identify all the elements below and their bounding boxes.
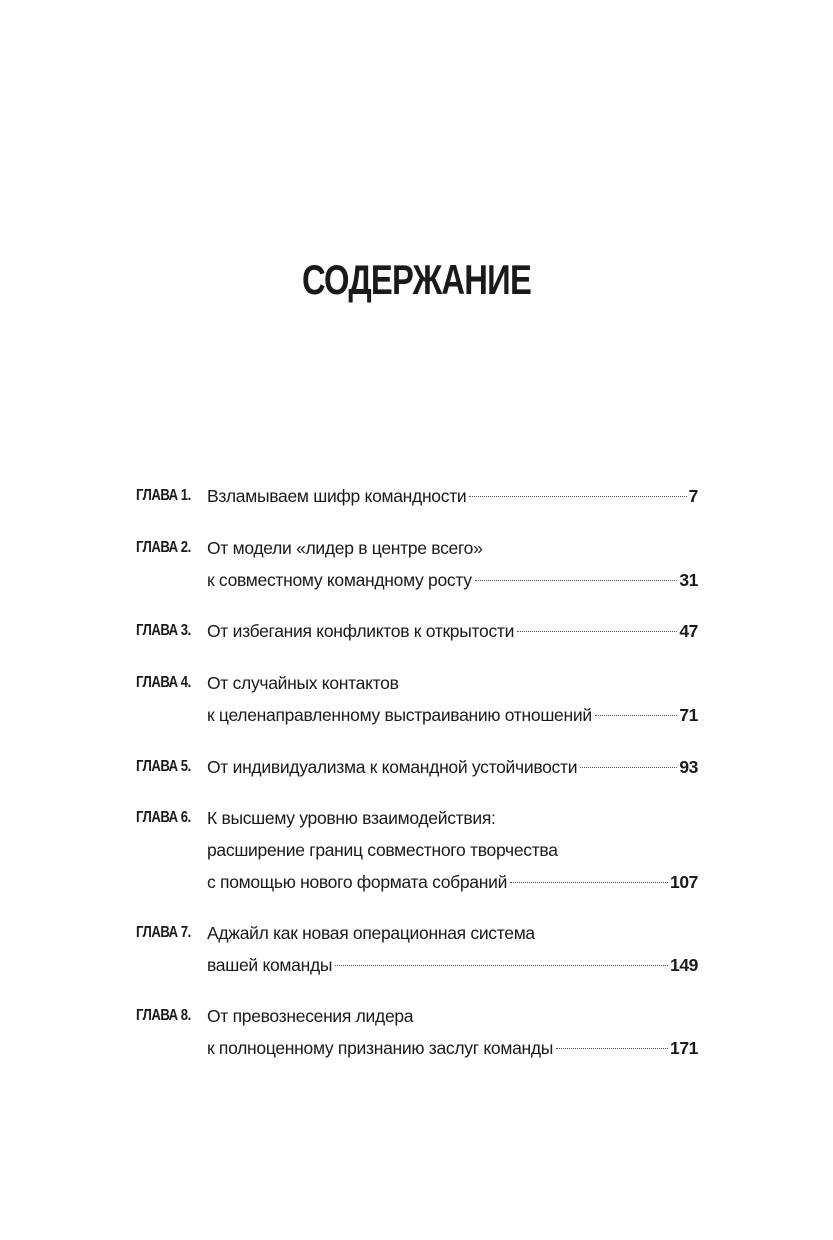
chapter-title-line: к целенаправленному выстраиванию отношений [207, 705, 592, 725]
toc-entry-chapter-1[interactable] [136, 480, 698, 512]
page-title: СОДЕРЖАНИЕ [301, 256, 532, 303]
dot-leader [335, 965, 668, 966]
toc-entry-chapter-5[interactable] [136, 751, 698, 783]
chapter-label: ГЛАВА 1. [136, 487, 191, 504]
chapter-label: ГЛАВА 5. [136, 758, 191, 775]
dot-leader [469, 496, 686, 497]
chapter-title-line: От случайных контактов [207, 673, 399, 693]
chapter-title-line: От индивидуализма к командной устойчивости [207, 757, 578, 777]
toc-entry-chapter-8[interactable] [136, 1000, 698, 1064]
chapter-title-line: расширение границ совместного творчества [207, 840, 558, 860]
dot-leader [556, 1048, 668, 1049]
dot-leader [517, 631, 677, 632]
page-number: 107 [670, 872, 698, 892]
dot-leader [475, 580, 678, 581]
chapter-title-line: Взламываем шифр командности [207, 486, 467, 506]
chapter-title-line: Аджайл как новая операционная система [207, 923, 535, 943]
chapter-title-line: к совместному командному росту [207, 570, 472, 590]
chapter-label: ГЛАВА 4. [136, 674, 191, 691]
chapter-title-line: вашей команды [207, 955, 333, 975]
toc-entry-chapter-4[interactable] [136, 667, 698, 731]
toc-entry-chapter-7[interactable] [136, 917, 698, 981]
dot-leader [510, 882, 668, 883]
chapter-title-line: От превознесения лидера [207, 1006, 414, 1026]
chapter-title-line: От модели «лидер в центре всего» [207, 538, 483, 558]
page-number: 93 [679, 757, 698, 777]
chapter-label: ГЛАВА 8. [136, 1007, 191, 1024]
toc-entry-chapter-3[interactable] [136, 615, 698, 647]
chapter-label: ГЛАВА 2. [136, 539, 191, 556]
chapter-title-line: От избегания конфликтов к открытости [207, 621, 515, 641]
chapter-title-line: к полноценному признанию заслуг команды [207, 1038, 554, 1058]
page-number: 31 [679, 570, 698, 590]
page-number: 7 [688, 486, 698, 506]
dot-leader [580, 767, 677, 768]
chapter-title-line: с помощью нового формата собраний [207, 872, 508, 892]
toc-entry-chapter-6[interactable] [136, 802, 698, 898]
chapter-label: ГЛАВА 3. [136, 622, 191, 639]
chapter-label: ГЛАВА 6. [136, 809, 191, 826]
page-number: 47 [679, 621, 698, 641]
page-number: 171 [670, 1038, 698, 1058]
page-number: 149 [670, 955, 698, 975]
toc-entry-chapter-2[interactable] [136, 532, 698, 596]
chapter-title-line: К высшему уровню взаимодействия: [207, 808, 496, 828]
dot-leader [595, 715, 678, 716]
chapter-label: ГЛАВА 7. [136, 924, 191, 941]
page-number: 71 [679, 705, 698, 725]
